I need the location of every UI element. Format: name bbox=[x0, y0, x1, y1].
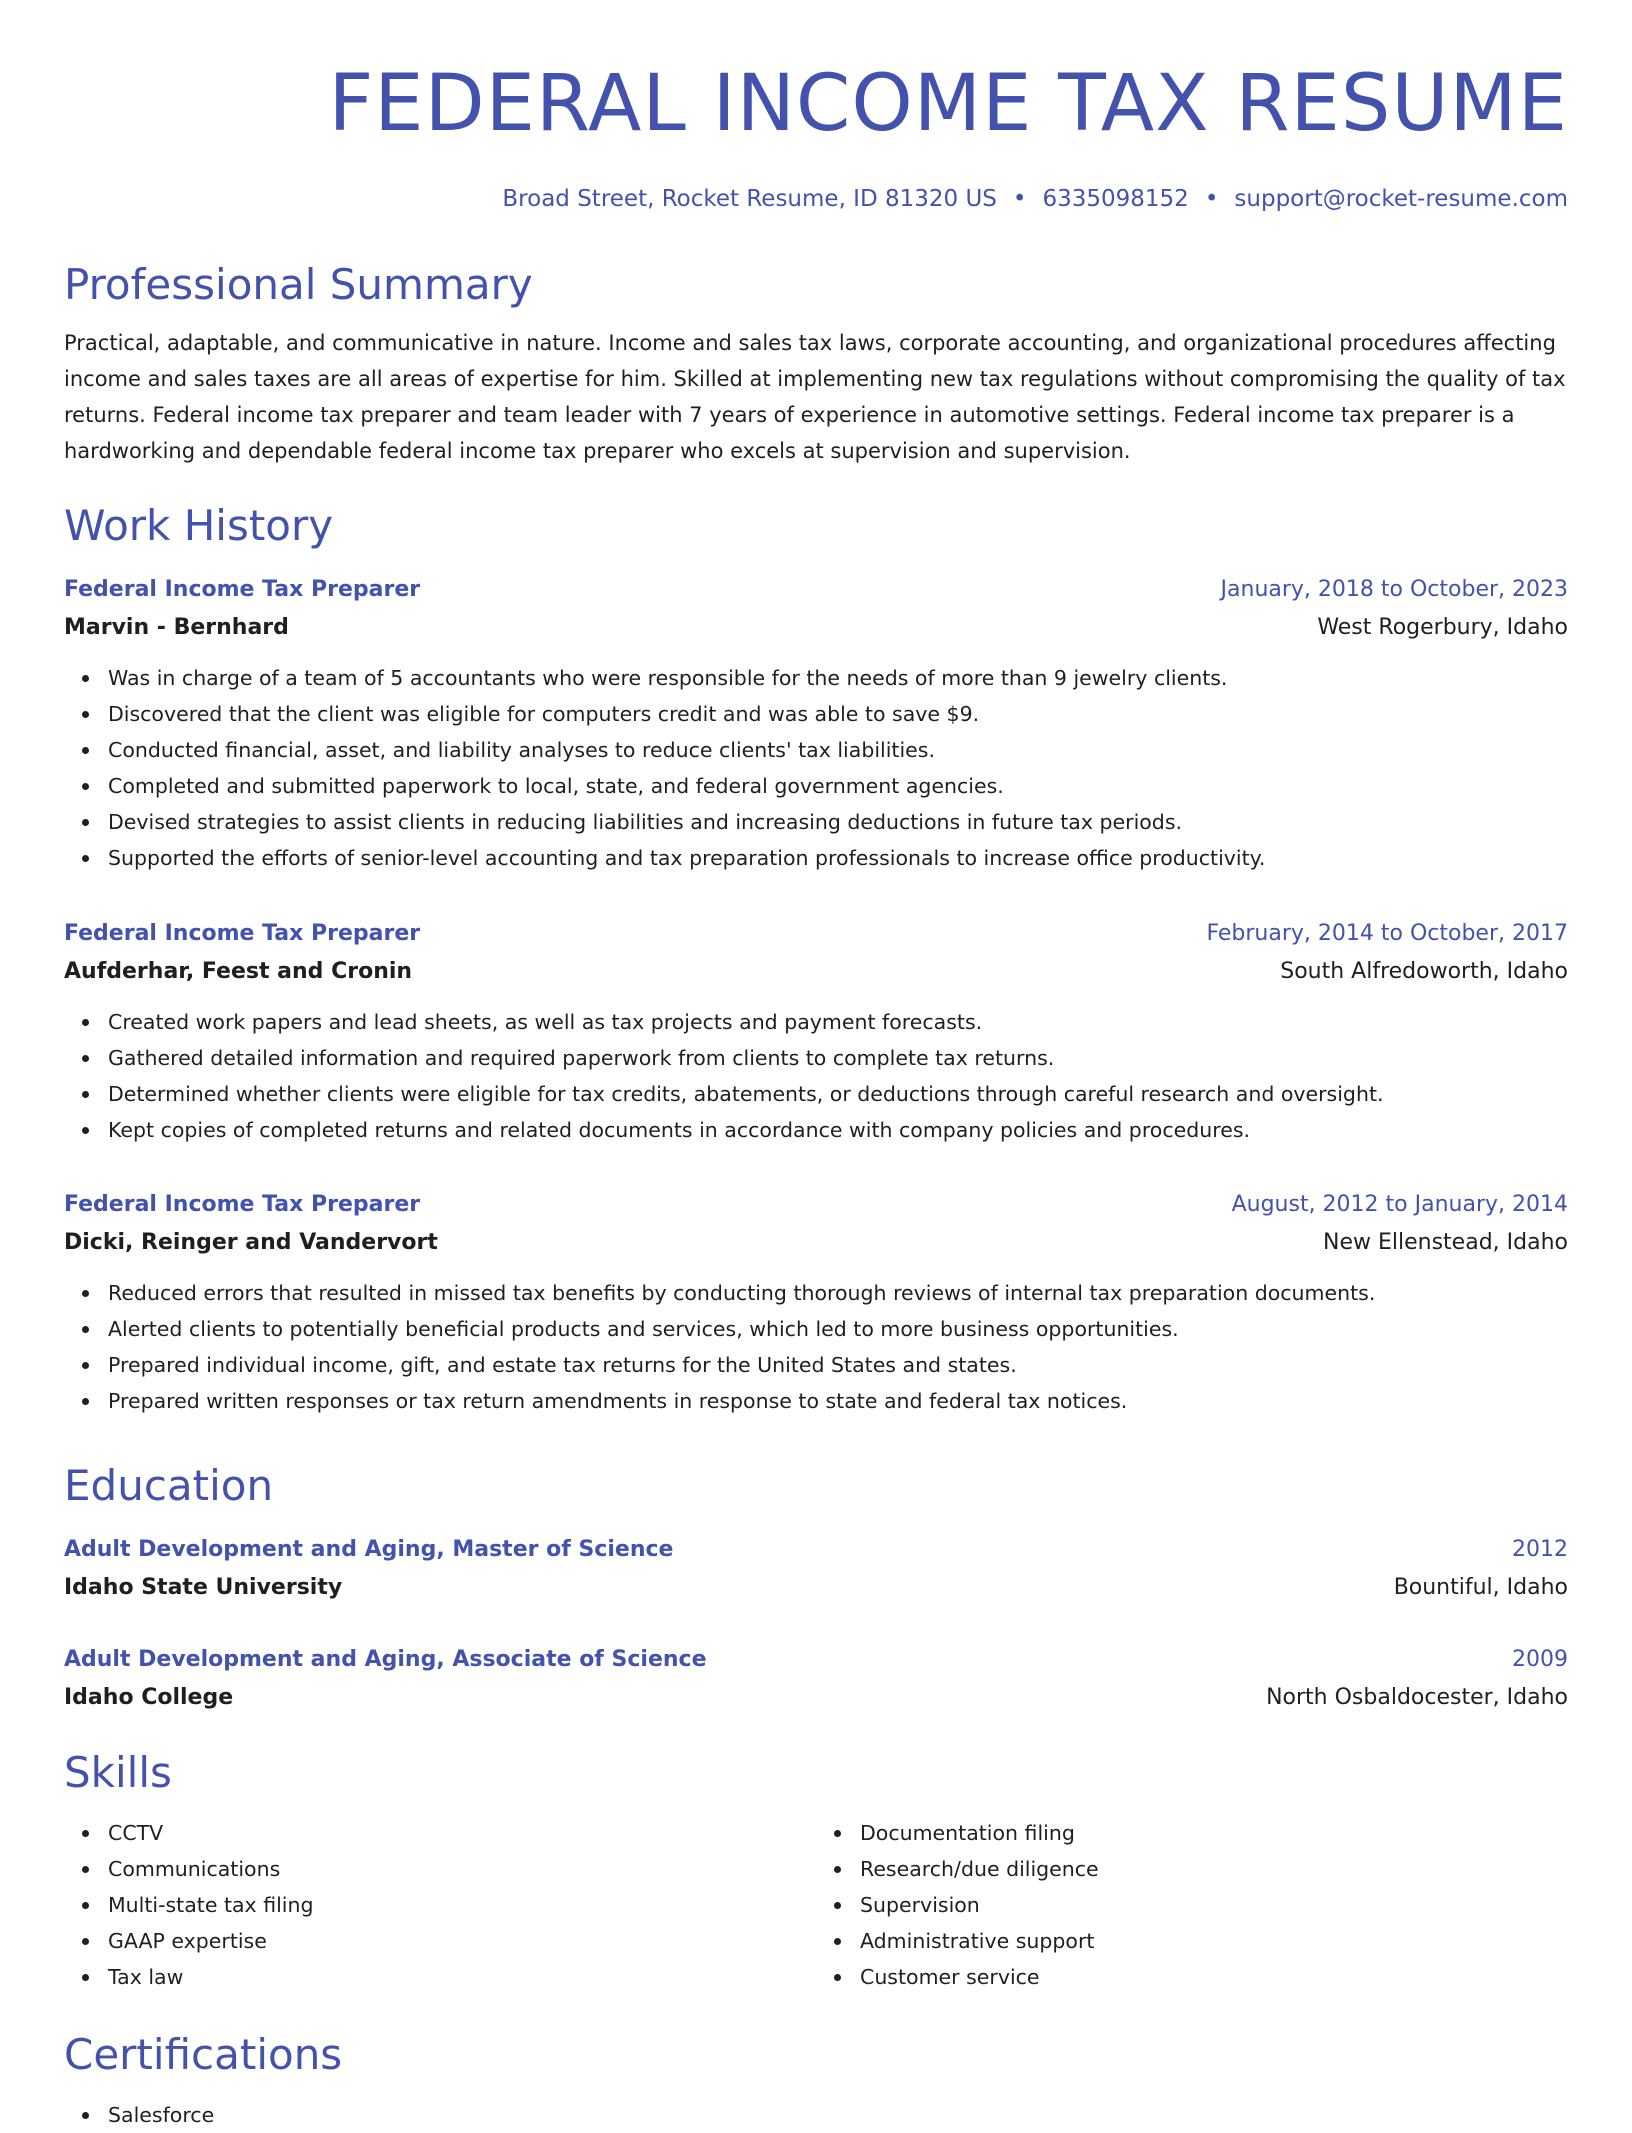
resume-page bbox=[64, 0, 1568, 2127]
job-bullet: Gathered detailed information and required paperwork from clients to complete tax returns. bbox=[108, 1040, 1568, 1076]
contact-separator: • bbox=[1012, 186, 1027, 212]
education-entry bbox=[64, 1645, 1568, 1713]
job-bullet: Supported the efforts of senior-level accounting and tax preparation professionals to increase office productivity. bbox=[108, 840, 1568, 876]
skill-item: Communications bbox=[108, 1851, 816, 1887]
contact-separator: • bbox=[1204, 186, 1219, 212]
certifications-list bbox=[64, 2097, 1568, 2133]
job-title: Federal Income Tax Preparer bbox=[64, 921, 421, 946]
job-bullets bbox=[64, 1275, 1568, 1419]
summary-section bbox=[64, 258, 1568, 469]
job-bullets bbox=[64, 660, 1568, 876]
job-bullet: Alerted clients to potentially beneficial products and services, which led to more business opportunities. bbox=[108, 1311, 1568, 1347]
education-section bbox=[64, 1459, 1568, 1513]
job-entry bbox=[64, 919, 1568, 1148]
job-dates: August, 2012 to January, 2014 bbox=[1231, 1192, 1568, 1217]
job-location: West Rogerbury, Idaho bbox=[1317, 615, 1568, 640]
section-heading-work-history: Work History bbox=[64, 501, 334, 550]
job-entry bbox=[64, 1190, 1568, 1419]
skill-item: Customer service bbox=[860, 1959, 1568, 1995]
job-bullet: Was in charge of a team of 5 accountants who were responsible for the needs of more than 9 jewelry clients. bbox=[108, 660, 1568, 696]
job-entry bbox=[64, 575, 1568, 876]
summary-text: Practical, adaptable, and communicative in nature. Income and sales tax laws, corporate accounting, and organizational procedures affecting income and sales taxes are all areas of expertise for him. Skilled at implementing new tax regulations without compromising the quality of tax returns. Federal income tax preparer and team leader with 7 years of experience in automotive settings. Federal income tax preparer is a hardworking and dependable federal income tax preparer who excels at supervision and supervision. bbox=[64, 331, 1566, 463]
job-bullet: Kept copies of completed returns and related documents in accordance with company policies and procedures. bbox=[108, 1112, 1568, 1148]
education-degree: Adult Development and Aging, Associate of Science bbox=[64, 1647, 707, 1672]
job-employer: Aufderhar, Feest and Cronin bbox=[64, 959, 413, 984]
section-heading-skills: Skills bbox=[64, 1748, 172, 1797]
section-heading-education: Education bbox=[64, 1461, 274, 1510]
job-bullet: Conducted financial, asset, and liability analyses to reduce clients' tax liabilities. bbox=[108, 732, 1568, 768]
job-dates: February, 2014 to October, 2017 bbox=[1206, 921, 1568, 946]
job-dates: January, 2018 to October, 2023 bbox=[1220, 577, 1568, 602]
job-title: Federal Income Tax Preparer bbox=[64, 1192, 421, 1217]
skill-item: Documentation filing bbox=[860, 1815, 1568, 1851]
job-bullet: Devised strategies to assist clients in reducing liabilities and increasing deductions in future tax periods. bbox=[108, 804, 1568, 840]
skills-list-right bbox=[816, 1815, 1568, 1995]
skills-list-left bbox=[64, 1815, 816, 1995]
job-bullet: Reduced errors that resulted in missed tax benefits by conducting thorough reviews of internal tax preparation documents. bbox=[108, 1275, 1568, 1311]
section-heading-summary: Professional Summary bbox=[64, 260, 533, 309]
skill-item: Tax law bbox=[108, 1959, 816, 1995]
contact-phone: 6335098152 bbox=[1042, 186, 1189, 212]
skill-item: CCTV bbox=[108, 1815, 816, 1851]
education-location: Bountiful, Idaho bbox=[1393, 1575, 1568, 1600]
job-location: New Ellenstead, Idaho bbox=[1323, 1230, 1568, 1255]
resume-title: FEDERAL INCOME TAX RESUME bbox=[328, 59, 1568, 149]
job-employer: Marvin - Bernhard bbox=[64, 615, 289, 640]
contact-email[interactable]: support@rocket-resume.com bbox=[1234, 186, 1568, 212]
job-bullet: Created work papers and lead sheets, as well as tax projects and payment forecasts. bbox=[108, 1004, 1568, 1040]
job-bullet: Prepared written responses or tax return amendments in response to state and federal tax notices. bbox=[108, 1383, 1568, 1419]
section-heading-certifications: Certifications bbox=[64, 2030, 343, 2079]
skill-item: Supervision bbox=[860, 1887, 1568, 1923]
education-location: North Osbaldocester, Idaho bbox=[1266, 1685, 1568, 1710]
education-entry bbox=[64, 1535, 1568, 1603]
skill-item: GAAP expertise bbox=[108, 1923, 816, 1959]
education-school: Idaho State University bbox=[64, 1575, 343, 1600]
job-bullet: Determined whether clients were eligible for tax credits, abatements, or deductions through careful research and oversight. bbox=[108, 1076, 1568, 1112]
work-history-section bbox=[64, 499, 1568, 553]
job-bullet: Prepared individual income, gift, and estate tax returns for the United States and states. bbox=[108, 1347, 1568, 1383]
job-employer: Dicki, Reinger and Vandervort bbox=[64, 1230, 438, 1255]
education-degree: Adult Development and Aging, Master of Science bbox=[64, 1537, 674, 1562]
contact-address: Broad Street, Rocket Resume, ID 81320 US bbox=[502, 186, 997, 212]
job-bullet: Discovered that the client was eligible for computers credit and was able to save $9. bbox=[108, 696, 1568, 732]
skill-item: Administrative support bbox=[860, 1923, 1568, 1959]
job-bullet: Completed and submitted paperwork to local, state, and federal government agencies. bbox=[108, 768, 1568, 804]
contact-line bbox=[64, 184, 1568, 214]
education-year: 2012 bbox=[1512, 1537, 1568, 1562]
skill-item: Multi-state tax filing bbox=[108, 1887, 816, 1923]
skills-section bbox=[64, 1746, 1568, 1995]
education-school: Idaho College bbox=[64, 1685, 234, 1710]
certifications-section bbox=[64, 2028, 1568, 2133]
job-location: South Alfredoworth, Idaho bbox=[1280, 959, 1568, 984]
job-bullets bbox=[64, 1004, 1568, 1148]
certification-item: Salesforce bbox=[108, 2097, 1568, 2133]
job-title: Federal Income Tax Preparer bbox=[64, 577, 421, 602]
education-year: 2009 bbox=[1512, 1647, 1568, 1672]
skill-item: Research/due diligence bbox=[860, 1851, 1568, 1887]
